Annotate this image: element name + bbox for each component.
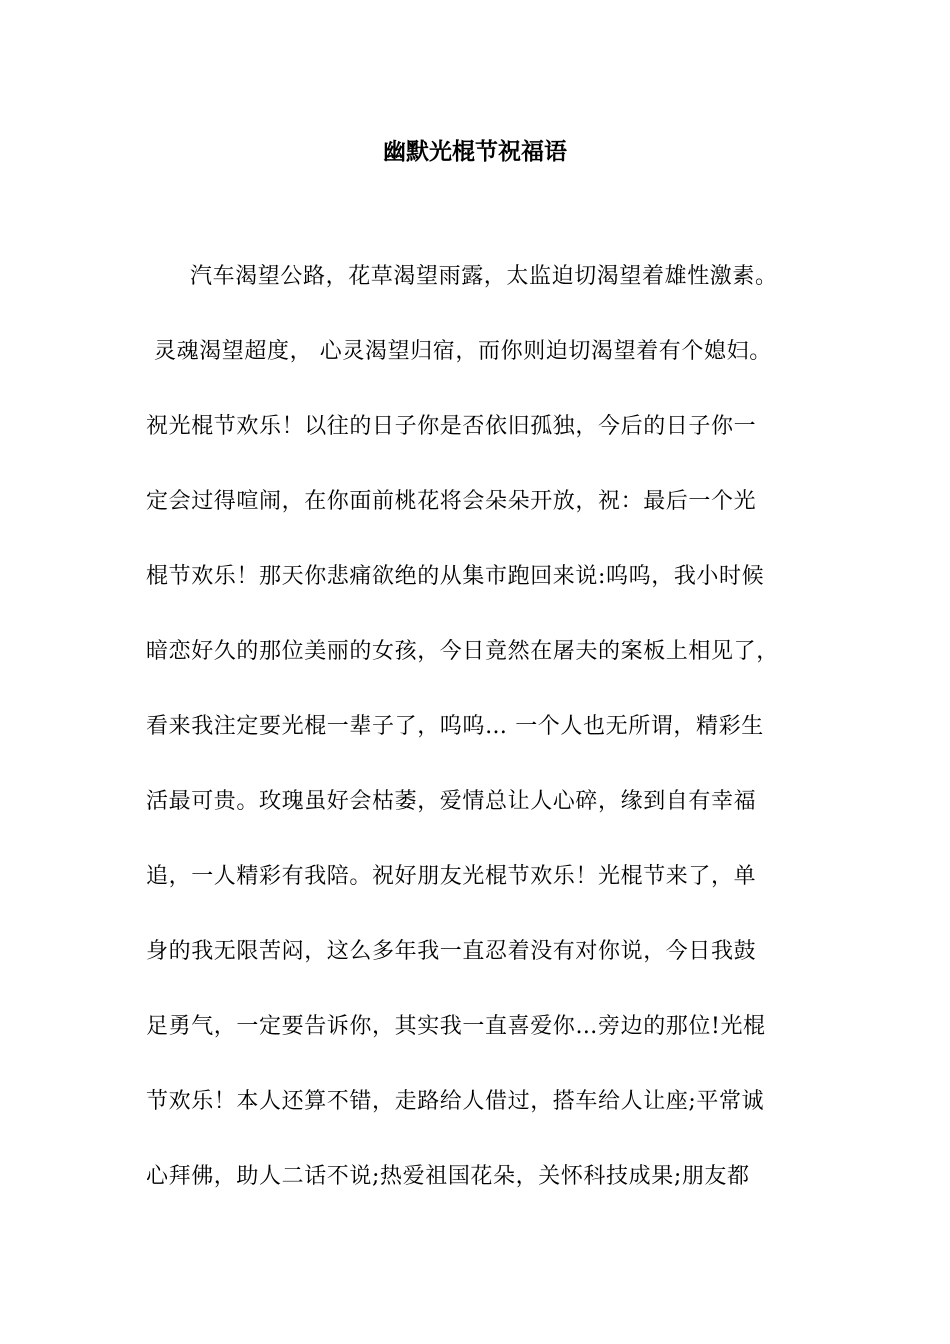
body-line: 看来我注定要光棍一辈子了，呜呜… 一个人也无所谓，精彩生 <box>146 714 764 739</box>
body-line: 祝光棍节欢乐！以往的日子你是否依旧孤独，今后的日子你一 <box>146 414 757 439</box>
body-line: 定会过得喧闹，在你面前桃花将会朵朵开放，祝：最后一个光 <box>146 489 757 514</box>
document-title: 幽默光棍节祝福语 <box>383 138 567 165</box>
body-line: 心拜佛，助人二话不说;热爱祖国花朵，关怀科技成果;朋友都 <box>146 1164 750 1189</box>
body-line: 棍节欢乐！那天你悲痛欲绝的从集市跑回来说:呜呜，我小时候 <box>146 564 765 589</box>
body-line: 灵魂渴望超度， 心灵渴望归宿，而你则迫切渴望着有个媳妇。 <box>154 339 772 364</box>
body-line: 追，一人精彩有我陪。祝好朋友光棍节欢乐！光棍节来了，单 <box>146 864 757 889</box>
body-line: 汽车渴望公路，花草渴望雨露，太监迫切渴望着雄性激素。 <box>190 264 778 289</box>
body-line: 足勇气，一定要告诉你，其实我一直喜爱你…旁边的那位!光棍 <box>146 1014 766 1039</box>
body-line: 活最可贵。玫瑰虽好会枯萎，爱情总让人心碎，缘到自有幸福 <box>146 789 757 814</box>
body-line: 节欢乐！本人还算不错，走路给人借过，搭车给人让座;平常诚 <box>146 1089 765 1114</box>
body-line: 暗恋好久的那位美丽的女孩，今日竟然在屠夫的案板上相见了， <box>146 639 779 664</box>
body-line: 身的我无限苦闷，这么多年我一直忍着没有对你说，今日我鼓 <box>146 939 757 964</box>
